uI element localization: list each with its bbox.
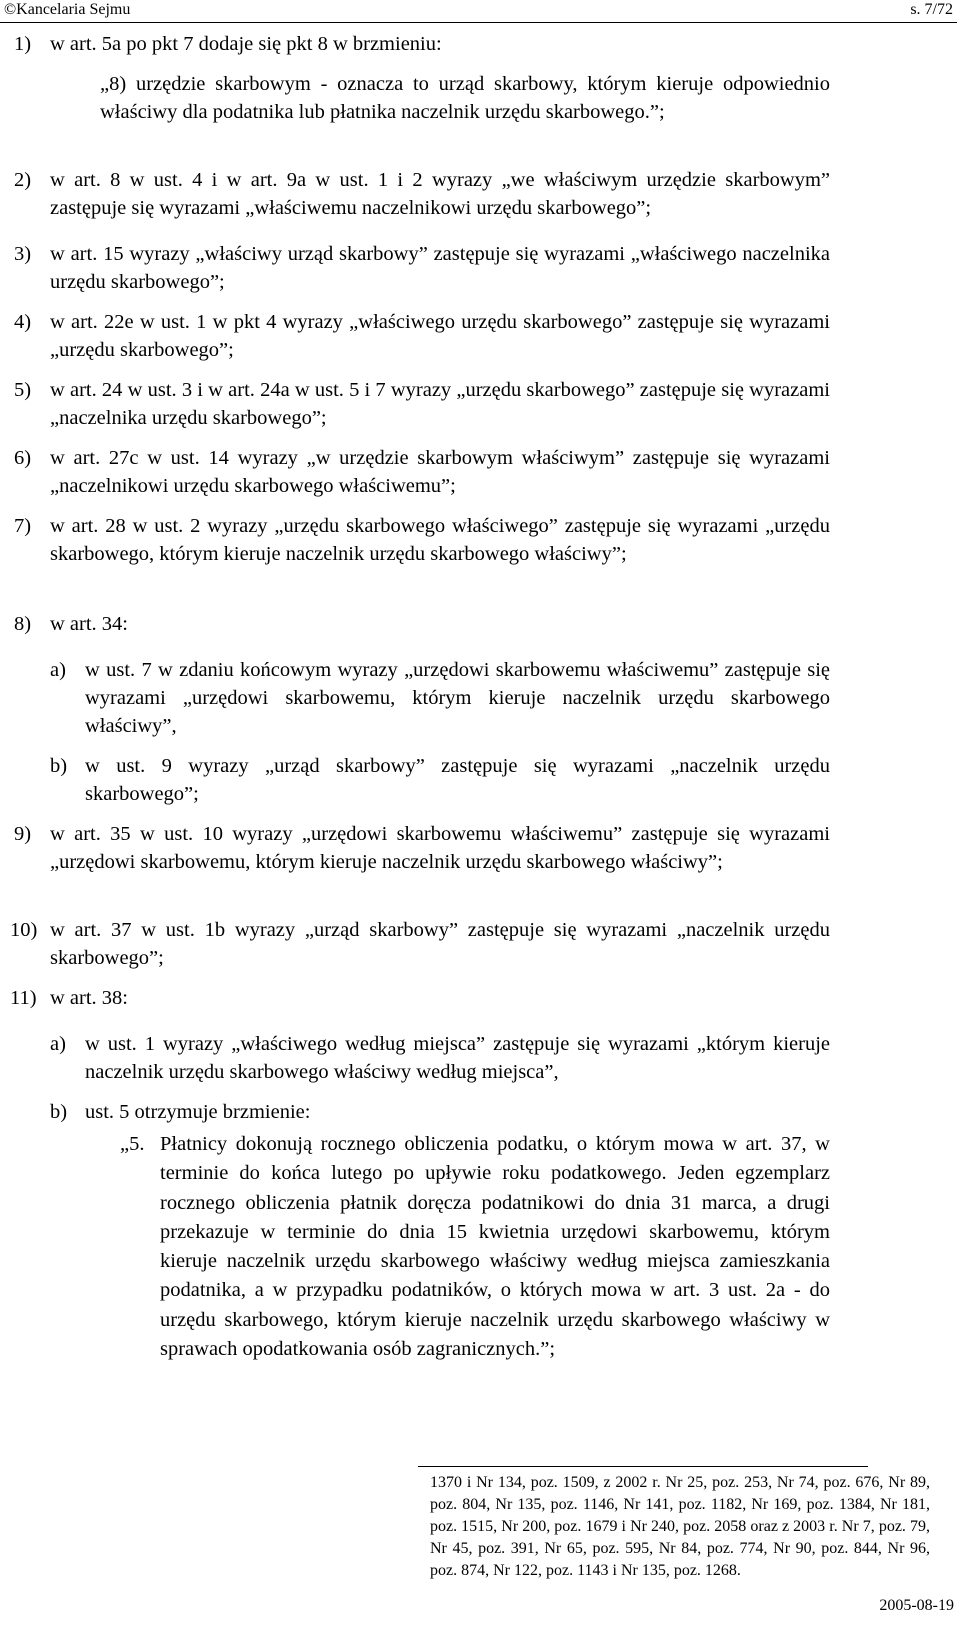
item-text: w art. 38: [50,987,128,1009]
item-number: 10) [10,919,38,941]
page-header [0,0,957,23]
item-number: 2) [14,169,32,191]
item-number: 8) [14,613,32,635]
item-number: b) [50,755,68,777]
header-source: ©Kancelaria Sejmu [4,1,131,18]
item-text: w ust. 7 w zdaniu końcowym wyrazy „urzędowi skarbowemu właściwemu” zastępuje się wyrazami „urzędowi skarbowemu, którym kieruje naczelnik urzędu skarbowego właściwy”, [85,659,830,737]
header-page-number: s. 7/72 [910,1,953,18]
item-text: w ust. 1 wyrazy „właściwego według miejsca” zastępuje się wyrazami „którym kieruje naczelnik urzędu skarbowego właściwy według miejsca”, [85,1033,830,1083]
footnote-separator [418,1466,868,1467]
item-number: 7) [14,515,32,537]
item-text: w art. 24 w ust. 3 i w art. 24a w ust. 5 i 7 wyrazy „urzędu skarbowego” zastępuje się wyrazami „naczelnika urzędu skarbowego”; [50,379,830,429]
item-text: w art. 22e w ust. 1 w pkt 4 wyrazy „właściwego urzędu skarbowego” zastępuje się wyrazami „urzędu skarbowego”; [50,311,830,361]
item-number: 4) [14,311,32,333]
item-number: 5) [14,379,32,401]
item-text: w art. 8 w ust. 4 i w art. 9a w ust. 1 i 2 wyrazy „we właściwym urzędzie skarbowym” zastępuje się wyrazami „właściwemu naczelnikowi urzędu skarbowego”; [50,169,830,219]
item-text: w art. 15 wyrazy „właściwy urząd skarbowy” zastępuje się wyrazami „właściwego naczelnika urzędu skarbowego”; [50,243,830,293]
item-text: w art. 5a po pkt 7 dodaje się pkt 8 w brzmieniu: [50,33,442,55]
item-number: 1) [14,33,32,55]
paragraph-number: „5. [120,1133,145,1155]
paragraph-text: Płatnicy dokonują rocznego obliczenia podatku, o którym mowa w art. 37, w terminie do końca lutego po upływie roku podatkowego. Jeden egzemplarz rocznego obliczenia płatnik doręcza podatnikowi do dnia 31 marca, a drugi przekazuje w terminie do dnia 15 kwietnia urzędowi skarbowemu, którym kieruje naczelnik urzędu skarbowego właściwy według miejsca zamieszkania podatnika, a w przypadku podatników, o których mowa w art. 3 ust. 2a - do urzędu skarbowego, którym kieruje naczelnik urzędu skarbowego właściwy w sprawach opodatkowania osób zagranicznych.”; [160,1133,830,1361]
item-text: w art. 27c w ust. 14 wyrazy „w urzędzie skarbowym właściwym” zastępuje się wyrazami „naczelnikowi urzędu skarbowego właściwemu”; [50,447,830,497]
quoted-text: „8) urzędzie skarbowym - oznacza to urząd skarbowy, którym kieruje odpowiednio właściwy dla podatnika lub płatnika naczelnik urzędu skarbowego.”; [100,73,830,123]
item-number: 9) [14,823,32,845]
item-number: b) [50,1101,68,1123]
item-text: w art. 37 w ust. 1b wyrazy „urząd skarbowy” zastępuje się wyrazami „naczelnik urzędu skarbowego”; [50,919,830,969]
item-number: 3) [14,243,32,265]
item-number: 6) [14,447,32,469]
item-text: w ust. 9 wyrazy „urząd skarbowy” zastępuje się wyrazami „naczelnik urzędu skarbowego”; [85,755,830,805]
item-text: w art. 35 w ust. 10 wyrazy „urzędowi skarbowemu właściwemu” zastępuje się wyrazami „urzędowi skarbowemu, którym kieruje naczelnik urzędu skarbowego właściwy”; [50,823,830,873]
item-number: a) [50,659,66,681]
item-text: w art. 28 w ust. 2 wyrazy „urzędu skarbowego właściwego” zastępuje się wyrazami „urzędu skarbowego, którym kieruje naczelnik urzędu skarbowego właściwy”; [50,515,830,565]
footnote-text: 1370 i Nr 134, poz. 1509, z 2002 r. Nr 25, poz. 253, Nr 74, poz. 676, Nr 89, poz. 804, Nr 135, poz. 1146, Nr 141, poz. 1182, Nr 169, poz. 1384, Nr 181, poz. 1515, Nr 200, poz. 1679 i Nr 240, poz. 2058 oraz z 2003 r. Nr 7, poz. 79, Nr 45, poz. 391, Nr 65, poz. 595, Nr 84, poz. 774, Nr 90, poz. 844, Nr 96, poz. 874, Nr 122, poz. 1143 i Nr 135, poz. 1268. [430,1474,930,1579]
item-text: w art. 34: [50,613,128,635]
item-number: a) [50,1033,66,1055]
document-date: 2005-08-19 [879,1597,954,1614]
item-number: 11) [10,987,37,1009]
item-text: ust. 5 otrzymuje brzmienie: [85,1101,311,1123]
